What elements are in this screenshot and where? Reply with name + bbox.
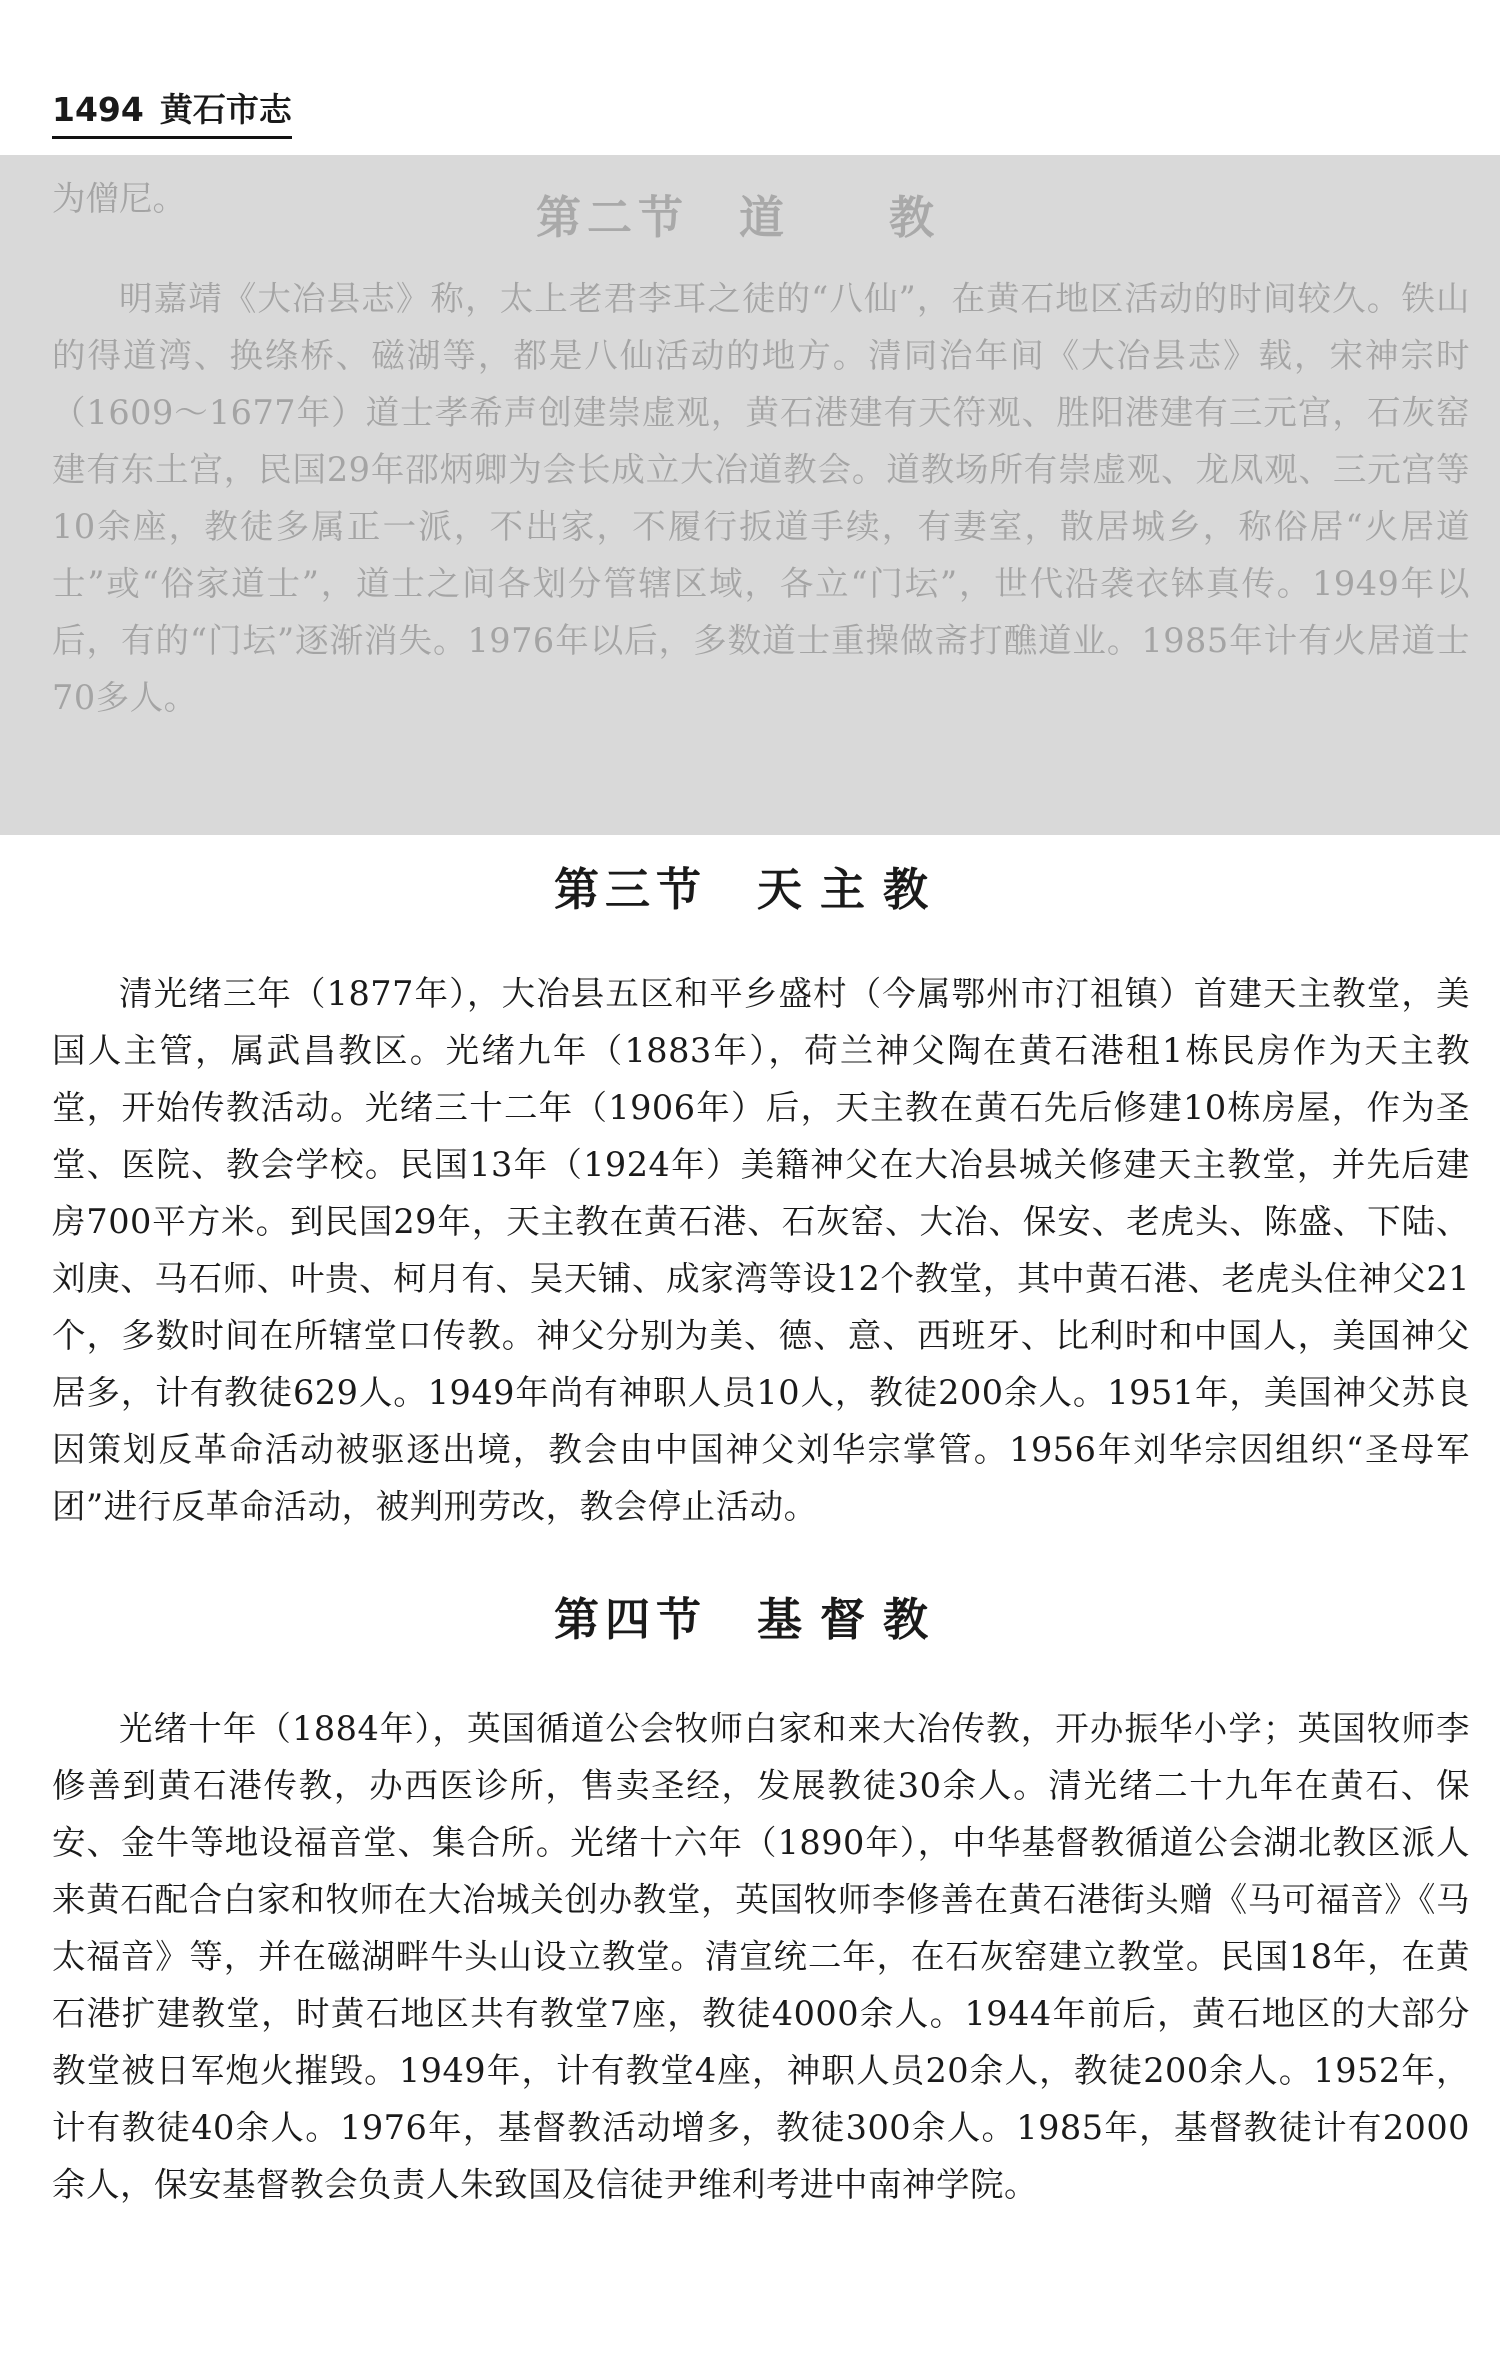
page-number: 1494 [52,90,144,129]
section-2-paragraph: 明嘉靖《大冶县志》称，太上老君李耳之徒的“八仙”，在黄石地区活动的时间较久。铁山的得道湾、换绦桥、磁湖等，都是八仙活动的地方。清同治年间《大冶县志》载，宋神宗时（1609～1677年）道士孝希声创建崇虚观，黄石港建有天符观、胜阳港建有三元宫，石灰窑建有东土宫，民国29年邵炳卿为会长成立大冶道教会。道教场所有崇虚观、龙凤观、三元宫等10余座，教徒多属正一派，不出家，不履行扳道手续，有妻室，散居城乡，称俗居“火居道士”或“俗家道士”，道士之间各划分管辖区域，各立“门坛”，世代沿袭衣钵真传。1949年以后，有的“门坛”逐渐消失。1976年以后，多数道士重操做斋打醮道业。1985年计有火居道士70多人。 [52,279,1470,717]
section-4-body [52,1700,1470,2213]
book-title: 黄石市志 [159,90,292,129]
carryover-text: 为僧尼。 [52,179,186,218]
section-3-heading [0,860,1500,920]
section-2-number: 第二节 [535,191,689,244]
section-2-heading [0,188,1500,248]
section-4-heading [0,1590,1500,1650]
section-2-body [52,270,1470,726]
section-3-paragraph: 清光绪三年（1877年），大冶县五区和平乡盛村（今属鄂州市汀祖镇）首建天主教堂，美国人主管，属武昌教区。光绪九年（1883年），荷兰神父陶在黄石港租1栋民房作为天主教堂，开始传教活动。光绪三十二年（1906年）后，天主教在黄石先后修建10栋房屋，作为圣堂、医院、教会学校。民国13年（1924年）美籍神父在大冶县城关修建天主教堂，并先后建房700平方米。到民国29年，天主教在黄石港、石灰窑、大冶、保安、老虎头、陈盛、下陆、刘庚、马石师、叶贵、柯月有、吴天铺、成家湾等设12个教堂，其中黄石港、老虎头住神父21个，多数时间在所辖堂口传教。神父分别为美、德、意、西班牙、比利时和中国人，美国神父居多，计有教徒629人。1949年尚有神职人员10人，教徒200余人。1951年，美国神父苏良因策划反革命活动被驱逐出境，教会由中国神父刘华宗掌管。1956年刘华宗因组织“圣母军团”进行反革命活动，被判刑劳改，教会停止活动。 [52,974,1470,1526]
section-4-paragraph: 光绪十年（1884年），英国循道公会牧师白家和来大冶传教，开办振华小学；英国牧师李修善到黄石港传教，办西医诊所，售卖圣经，发展教徒30余人。清光绪二十九年在黄石、保安、金牛等地设福音堂、集合所。光绪十六年（1890年），中华基督教循道公会湖北教区派人来黄石配合白家和牧师在大冶城关创办教堂，英国牧师李修善在黄石港街头赠《马可福音》《马太福音》等，并在磁湖畔牛头山设立教堂。清宣统二年，在石灰窑建立教堂。民国18年，在黄石港扩建教堂，时黄石地区共有教堂7座，教徒4000余人。1944年前后，黄石地区的大部分教堂被日军炮火摧毁。1949年，计有教堂4座，神职人员20余人，教徒200余人。1952年，计有教徒40余人。1976年，基督教活动增多，教徒300余人。1985年，基督教徒计有2000余人，保安基督教会负责人朱致国及信徒尹维利考进中南神学院。 [52,1709,1470,2204]
section-4-number: 第四节 [553,1593,707,1646]
section-3-body [52,965,1470,1535]
section-4-title: 基督教 [757,1593,947,1646]
section-3-title: 天主教 [757,863,947,916]
section-3-number: 第三节 [553,863,707,916]
section-2-title: 道 教 [739,191,965,244]
running-header [52,88,292,139]
